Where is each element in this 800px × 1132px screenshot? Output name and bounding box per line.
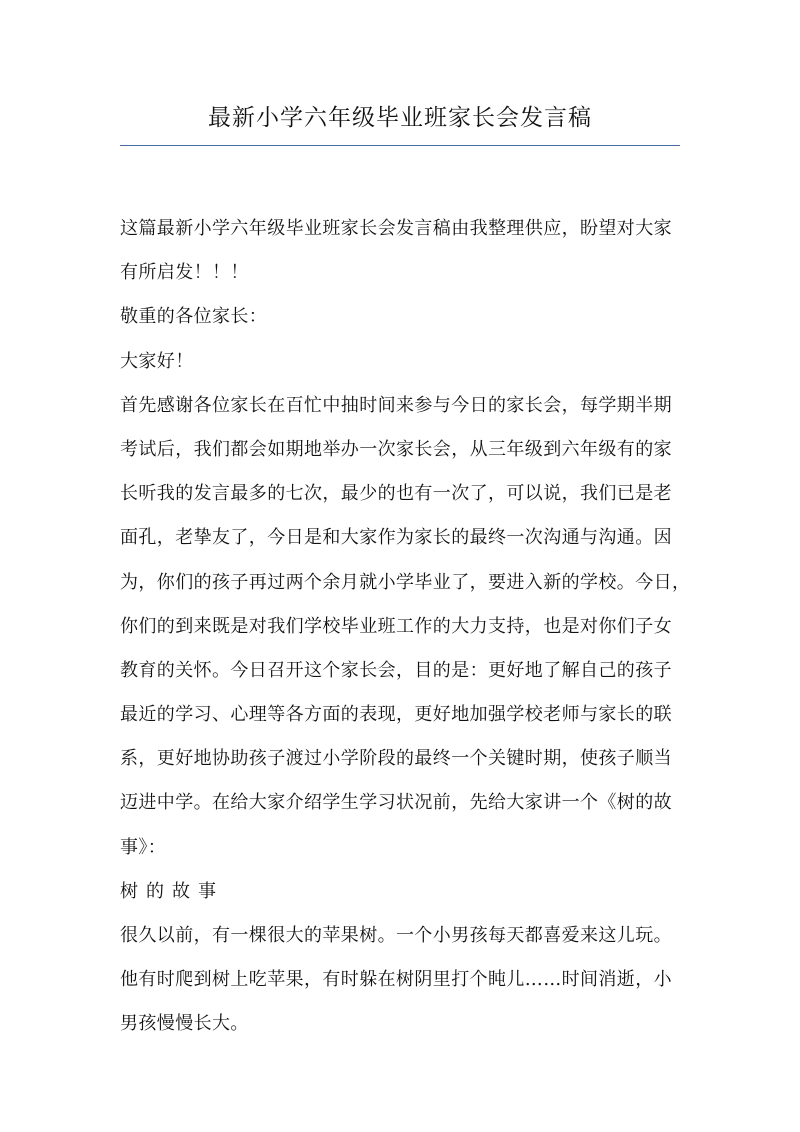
story-heading: 树的故事 [120, 880, 224, 902]
body-line: 系，更好地协助孩子渡过小学阶段的最终一个关键时期，使孩子顺当 [120, 748, 672, 770]
body-line: 最近的学习、心理等各方面的表现，更好地加强学校老师与家长的联 [120, 704, 672, 726]
body-line: 教育的关怀。今日召开这个家长会，目的是：更好地了解自己的孩子 [120, 659, 672, 681]
document-body [120, 207, 700, 1047]
body-line: 你们的到来既是对我们学校毕业班工作的大力支持，也是对你们子女 [120, 615, 672, 637]
greeting-line: 大家好！ [120, 350, 194, 372]
title-divider [120, 145, 680, 146]
body-line: 事》： [120, 836, 167, 858]
body-line: 迈进中学。在给大家介绍学生学习状况前，先给大家讲一个《树的故 [120, 792, 672, 814]
body-line: 面孔，老挚友了，今日是和大家作为家长的最终一次沟通与沟通。因 [120, 527, 672, 549]
salutation-line: 敬重的各位家长： [120, 306, 268, 328]
document-title: 最新小学六年级毕业班家长会发言稿 [208, 105, 592, 131]
body-line: 他有时爬到树上吃苹果，有时躲在树阴里打个盹儿……时间消逝，小 [120, 969, 672, 991]
body-line: 很久以前，有一棵很大的苹果树。一个小男孩每天都喜爱来这儿玩。 [120, 925, 672, 946]
body-line: 男孩慢慢长大。 [120, 1013, 249, 1035]
body-line: 这篇最新小学六年级毕业班家长会发言稿由我整理供应，盼望对大家 [120, 218, 672, 239]
body-line: 为，你们的孩子再过两个余月就小学毕业了，要进入新的学校。今日， [120, 571, 691, 593]
body-line: 首先感谢各位家长在百忙中抽时间来参与今日的家长会，每学期半期 [120, 394, 672, 416]
body-line: 考试后，我们都会如期地举办一次家长会，从三年级到六年级有的家 [120, 438, 672, 460]
body-line: 长听我的发言最多的七次，最少的也有一次了，可以说，我们已是老 [120, 483, 672, 505]
body-line: 有所启发！！！ [120, 262, 249, 284]
